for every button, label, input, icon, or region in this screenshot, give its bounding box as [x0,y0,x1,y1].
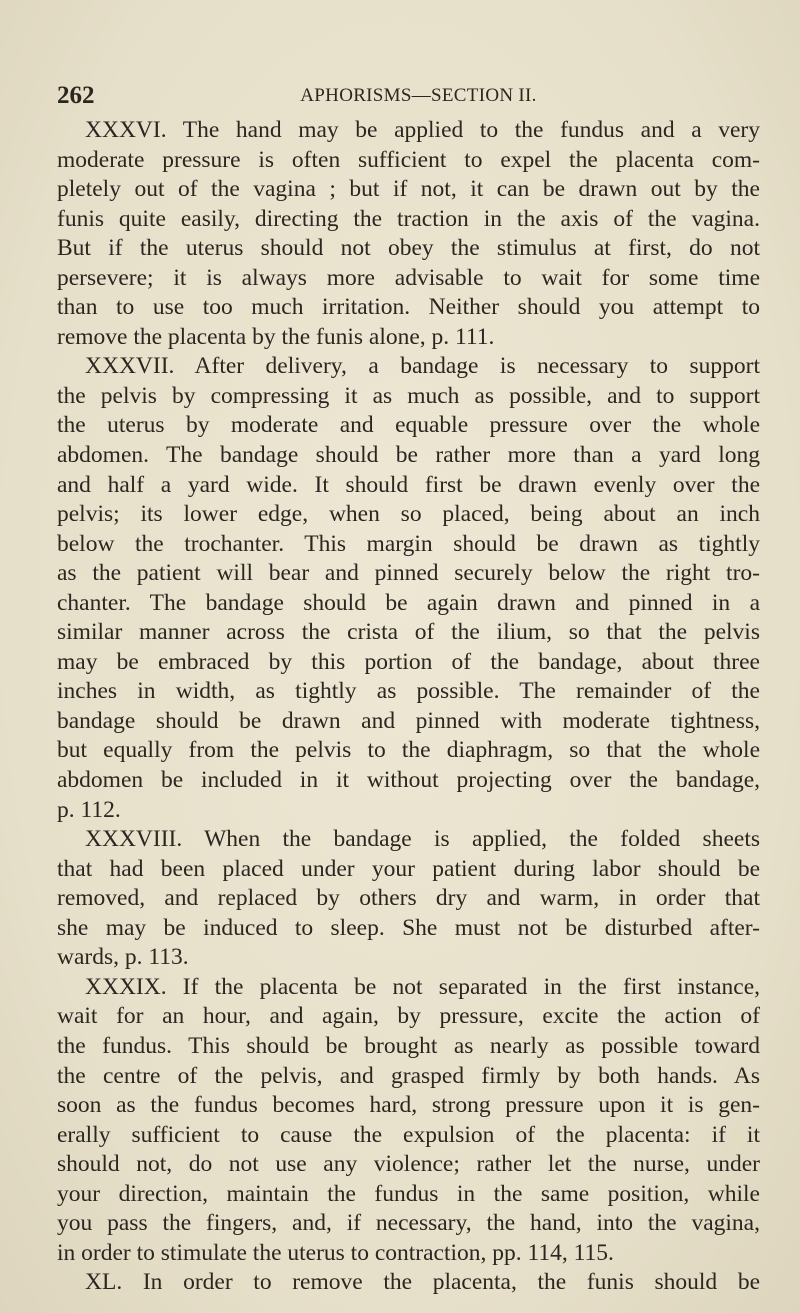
text-line: but equally from the pelvis to the diaphragm, so that the whole [57,737,760,764]
text-line: XL. In order to remove the placenta, the funis should be [85,1269,760,1296]
page-body [57,116,760,1298]
text-line: below the trochanter. This margin should be drawn as tightly [57,530,760,557]
text-line: than to use too much irritation. Neither should you attempt to [57,294,760,321]
aphorism-paragraph [57,1268,760,1298]
text-line: removed, and replaced by others dry and warm, in order that [57,885,760,912]
text-line: remove the placenta by the funis alone, p. 111. [57,323,495,350]
text-line: XXXVII. After delivery, a bandage is necessary to support [85,353,760,380]
page-header [57,82,760,112]
text-line: moderate pressure is often sufficient to expel the placenta com- [57,146,760,173]
text-line: bandage should be drawn and pinned with moderate tightness, [57,707,760,734]
text-line: erally sufficient to cause the expulsion of the placenta: if it [57,1121,760,1148]
aphorism-paragraph [57,825,760,973]
text-line: you pass the fingers, and, if necessary, the hand, into the vagina, [57,1210,760,1237]
text-line: the centre of the pelvis, and grasped firmly by both hands. As [57,1062,760,1089]
text-line: may be embraced by this portion of the bandage, about three [57,648,760,675]
text-line: in order to stimulate the uterus to contraction, pp. 114, 115. [57,1239,614,1266]
aphorism-paragraph [57,352,760,825]
text-line: the fundus. This should be brought as nearly as possible toward [57,1032,760,1059]
text-line: XXXVI. The hand may be applied to the fundus and a very [85,117,760,143]
text-line: as the patient will bear and pinned securely below the right tro- [57,560,760,587]
text-line: soon as the fundus becomes hard, strong pressure upon it is gen- [57,1092,760,1119]
running-title: APHORISMS—SECTION II. [300,85,537,106]
text-line: she may be induced to sleep. She must not be disturbed after- [57,914,760,941]
text-line: pletely out of the vagina ; but if not, it can be drawn out by the [57,176,760,203]
text-line: But if the uterus should not obey the stimulus at first, do not [57,235,760,262]
text-line: funis quite easily, directing the traction in the axis of the vagina. [57,205,760,232]
text-line: the uterus by moderate and equable pressure over the whole [57,412,760,439]
text-line: persevere; it is always more advisable to wait for some time [57,264,760,291]
text-line: and half a yard wide. It should first be drawn evenly over the [57,471,760,498]
text-line: your direction, maintain the fundus in the same position, while [57,1180,760,1207]
text-line: p. 112. [57,796,121,823]
text-line: the pelvis by compressing it as much as possible, and to support [57,382,760,409]
page-number: 262 [57,82,95,109]
aphorism-paragraph [57,973,760,1268]
text-line: abdomen be included in it without projecting over the bandage, [57,767,760,794]
text-line: should not, do not use any violence; rather let the nurse, under [57,1151,760,1178]
text-line: chanter. The bandage should be again drawn and pinned in a [57,589,760,616]
text-line: XXXIX. If the placenta be not separated in the first instance, [85,973,760,1000]
text-line: that had been placed under your patient during labor should be [57,855,760,882]
text-line: pelvis; its lower edge, when so placed, being about an inch [57,501,760,528]
text-line: wards, p. 113. [57,944,189,971]
text-line: similar manner across the crista of the ilium, so that the pelvis [57,619,760,646]
text-line: abdomen. The bandage should be rather more than a yard long [57,442,760,469]
text-line: XXXVIII. When the bandage is applied, the folded sheets [85,826,760,853]
text-line: inches in width, as tightly as possible. The remainder of the [57,678,760,705]
text-line: wait for an hour, and again, by pressure, excite the action of [57,1003,760,1030]
aphorism-paragraph [57,116,760,352]
